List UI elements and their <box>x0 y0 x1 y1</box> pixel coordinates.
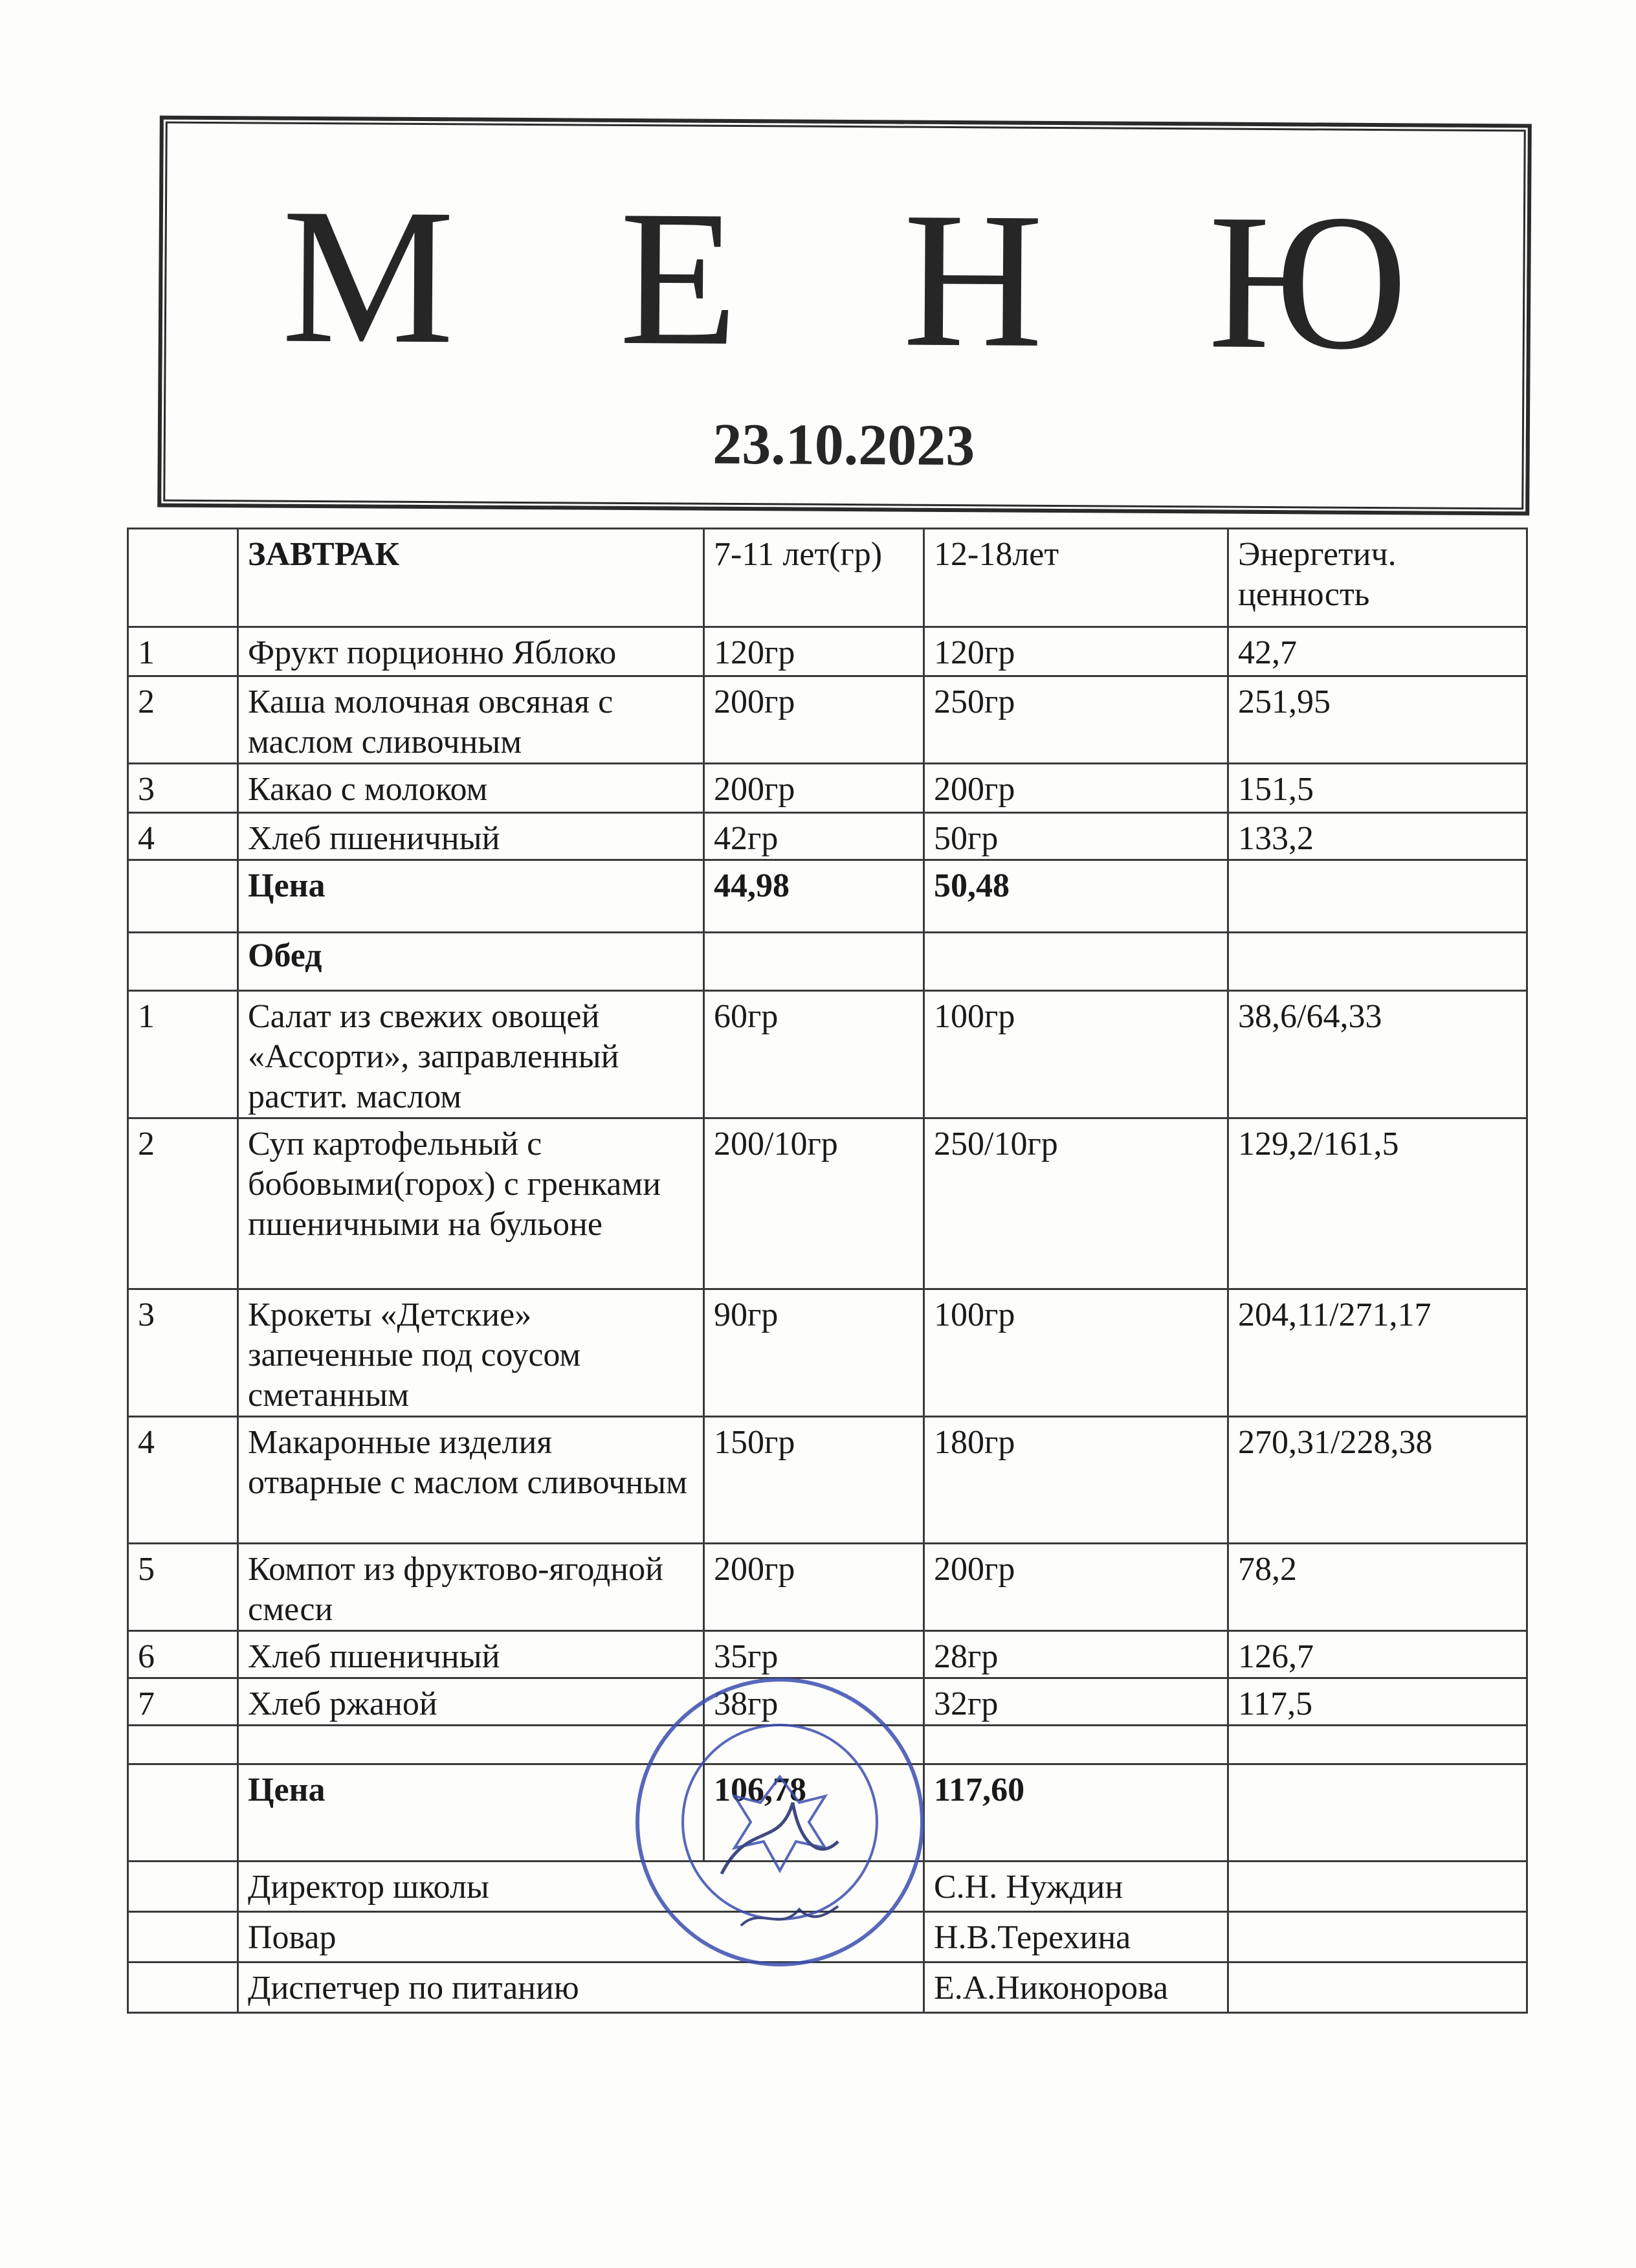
item-old-portion: 100гр <box>924 991 1228 1118</box>
item-old-portion: 28гр <box>924 1631 1228 1678</box>
empty-cell <box>1228 933 1527 991</box>
table-row <box>128 1118 1527 1289</box>
empty-cell <box>704 933 924 991</box>
menu-date: 23.10.2023 <box>712 412 975 478</box>
lunch-label: Обед <box>238 933 704 991</box>
item-number: 3 <box>128 764 238 813</box>
item-name: Какао с молоком <box>238 764 704 813</box>
item-young-portion: 200/10гр <box>704 1118 924 1289</box>
item-energy: 251,95 <box>1228 676 1527 764</box>
item-number: 3 <box>128 1289 238 1417</box>
breakfast-label: ЗАВТРАК <box>238 529 704 627</box>
item-old-portion: 200гр <box>924 764 1228 813</box>
price-young: 106,78 <box>704 1764 924 1862</box>
breakfast-price-row <box>128 860 1527 933</box>
item-energy: 204,11/271,17 <box>1228 1289 1527 1417</box>
signature-name: Е.А.Никонорова <box>924 1962 1228 2013</box>
title-box <box>157 116 1532 516</box>
signature-name: Н.В.Терехина <box>924 1912 1228 1962</box>
item-name: Компот из фруктово-ягодной смеси <box>238 1544 704 1631</box>
item-number: 6 <box>128 1631 238 1678</box>
item-energy: 42,7 <box>1228 627 1527 676</box>
item-young-portion: 60гр <box>704 991 924 1118</box>
num-cell <box>128 529 238 627</box>
item-energy: 117,5 <box>1228 1678 1527 1726</box>
item-name: Каша молочная овсяная с маслом сливочным <box>238 676 704 764</box>
table-row <box>128 627 1527 676</box>
table-row <box>128 764 1527 813</box>
num-cell <box>128 860 238 933</box>
item-old-portion: 100гр <box>924 1289 1228 1417</box>
price-label: Цена <box>238 860 704 933</box>
table-row <box>128 1544 1527 1631</box>
item-young-portion: 90гр <box>704 1289 924 1417</box>
empty-cell <box>1228 1764 1527 1862</box>
price-old: 117,60 <box>924 1764 1228 1862</box>
item-old-portion: 250/10гр <box>924 1118 1228 1289</box>
item-number: 2 <box>128 676 238 764</box>
item-old-portion: 180гр <box>924 1417 1228 1544</box>
col-old-header: 12-18лет <box>924 529 1228 627</box>
table-row <box>128 991 1527 1118</box>
signature-name: С.Н. Нуждин <box>924 1862 1228 1912</box>
num-cell <box>128 933 238 991</box>
item-young-portion: 200гр <box>704 676 924 764</box>
col-energy-header: Энергетич. ценность <box>1228 529 1527 627</box>
item-old-portion: 200гр <box>924 1544 1228 1631</box>
item-number: 5 <box>128 1544 238 1631</box>
item-old-portion: 50гр <box>924 813 1228 860</box>
lunch-price-row <box>128 1764 1527 1862</box>
table-row <box>128 676 1527 764</box>
item-young-portion: 200гр <box>704 1544 924 1631</box>
item-young-portion: 42гр <box>704 813 924 860</box>
table-row <box>128 813 1527 860</box>
item-number: 1 <box>128 991 238 1118</box>
item-energy: 78,2 <box>1228 1544 1527 1631</box>
item-young-portion: 120гр <box>704 627 924 676</box>
item-name: Суп картофельный с бобовыми(горох) с гренками пшеничными на бульоне <box>238 1118 704 1289</box>
signature-role: Повар <box>238 1912 924 1962</box>
item-energy: 126,7 <box>1228 1631 1527 1678</box>
item-name: Хлеб пшеничный <box>238 1631 704 1678</box>
signature-role: Директор школы <box>238 1862 924 1912</box>
item-old-portion: 120гр <box>924 627 1228 676</box>
item-number: 4 <box>128 1417 238 1544</box>
item-number: 2 <box>128 1118 238 1289</box>
item-name: Макаронные изделия отварные с маслом сливочным <box>238 1417 704 1544</box>
item-young-portion: 200гр <box>704 764 924 813</box>
breakfast-header-row <box>128 529 1527 627</box>
table-row <box>128 1678 1527 1726</box>
lunch-header-row <box>128 933 1527 991</box>
signature-row <box>128 1962 1527 2013</box>
col-young-header: 7-11 лет(гр) <box>704 529 924 627</box>
price-young: 44,98 <box>704 860 924 933</box>
num-cell <box>128 1764 238 1862</box>
item-name: Крокеты «Детские» запеченные под соусом сметанным <box>238 1289 704 1417</box>
item-energy: 270,31/228,38 <box>1228 1417 1527 1544</box>
item-young-portion: 150гр <box>704 1417 924 1544</box>
table-row <box>128 1417 1527 1544</box>
table-row <box>128 1289 1527 1417</box>
signature-row <box>128 1912 1527 1962</box>
price-old: 50,48 <box>924 860 1228 933</box>
item-energy: 133,2 <box>1228 813 1527 860</box>
item-name: Хлеб пшеничный <box>238 813 704 860</box>
item-number: 1 <box>128 627 238 676</box>
item-old-portion: 250гр <box>924 676 1228 764</box>
signature-row <box>128 1862 1527 1912</box>
table-row <box>128 1631 1527 1678</box>
item-name: Салат из свежих овощей «Ассорти», заправленный растит. маслом <box>238 991 704 1118</box>
signature-role: Диспетчер по питанию <box>238 1962 924 2013</box>
item-energy: 151,5 <box>1228 764 1527 813</box>
item-energy: 38,6/64,33 <box>1228 991 1527 1118</box>
item-number: 7 <box>128 1678 238 1726</box>
empty-cell <box>924 933 1228 991</box>
item-young-portion: 38гр <box>704 1678 924 1726</box>
empty-cell <box>1228 860 1527 933</box>
item-name: Фрукт порционно Яблоко <box>238 627 704 676</box>
price-label: Цена <box>238 1764 704 1862</box>
page-title: М Е Н Ю <box>281 168 1467 390</box>
item-name: Хлеб ржаной <box>238 1678 704 1726</box>
item-young-portion: 35гр <box>704 1631 924 1678</box>
menu-table <box>127 528 1528 2014</box>
item-number: 4 <box>128 813 238 860</box>
spacer-row <box>128 1726 1527 1764</box>
item-old-portion: 32гр <box>924 1678 1228 1726</box>
item-energy: 129,2/161,5 <box>1228 1118 1527 1289</box>
